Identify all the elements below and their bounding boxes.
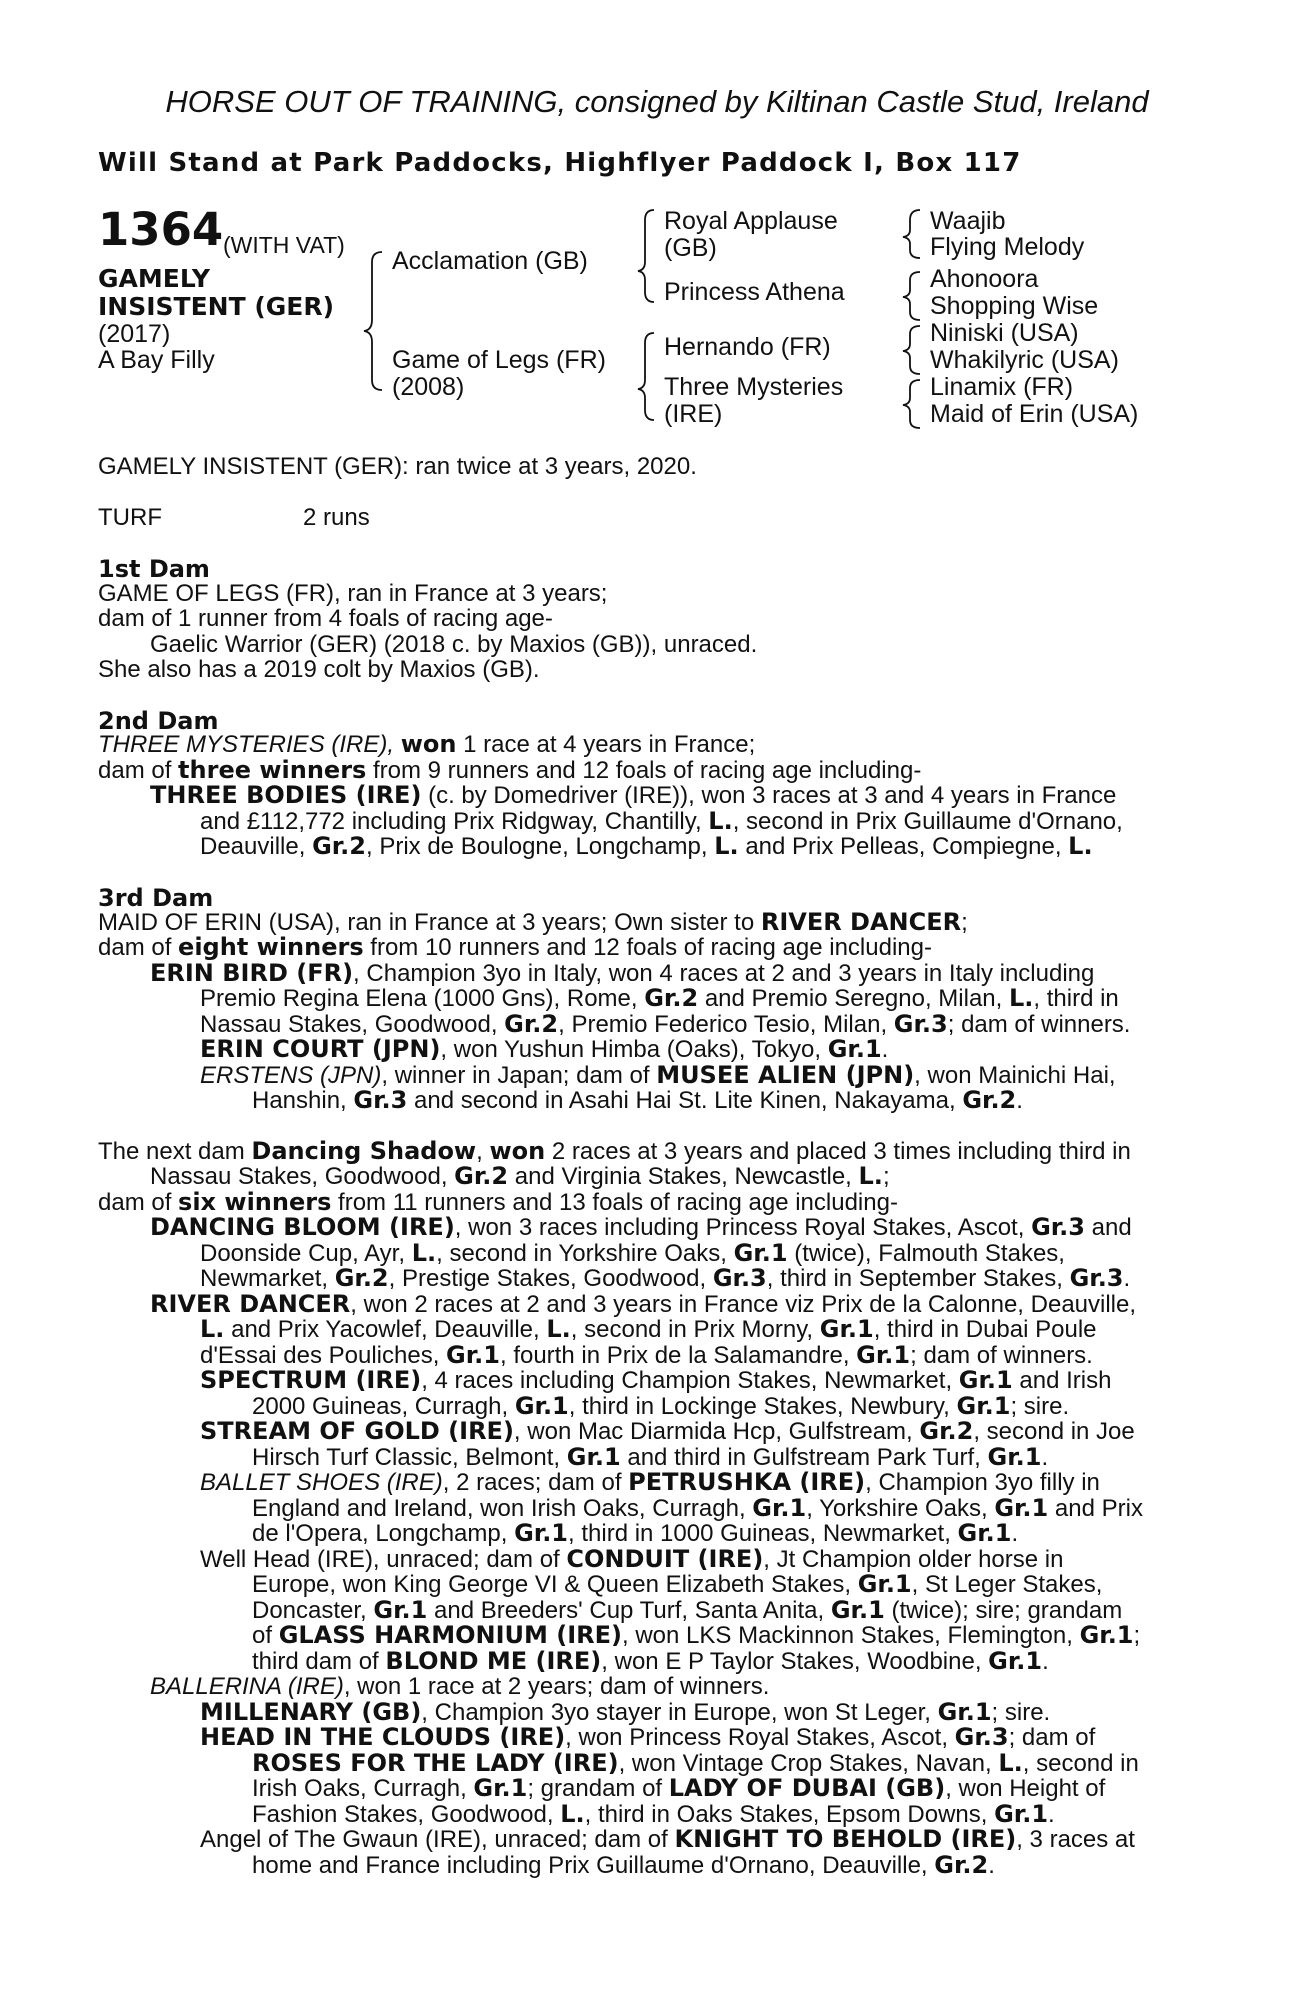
- runner-name: STREAM OF GOLD (IRE): [200, 1417, 514, 1445]
- t: .: [1041, 1444, 1049, 1471]
- next-dam-line: [98, 1827, 1310, 1852]
- grade: Gr.1: [514, 1519, 569, 1547]
- t: ; sire.: [991, 1699, 1051, 1726]
- next-dam-line: [98, 1700, 1310, 1725]
- t: , won Vintage Crop Stakes, Navan,: [618, 1750, 999, 1777]
- t: , third in Dubai Poule: [873, 1316, 1097, 1343]
- runner-name: ERIN BIRD (FR): [150, 959, 354, 987]
- t: home and France including Prix Guillaume d'Ornano, Deauville,: [252, 1852, 935, 1879]
- grade: Gr.1: [1079, 1621, 1134, 1649]
- grade: Gr.1: [988, 1647, 1043, 1675]
- runner-name: BLOND ME (IRE): [385, 1647, 602, 1675]
- third-dam-line: [98, 935, 1208, 960]
- second-dam-line: [98, 809, 1310, 834]
- first-dam-heading: 1st Dam: [98, 555, 210, 583]
- runner-name: ERSTENS (JPN): [200, 1062, 382, 1089]
- t: and second in Asahi Hai St. Lite Kinen, Nakayama,: [407, 1087, 963, 1114]
- horse-name-line1: GAMELY: [98, 264, 210, 293]
- ggp-2: Flying Melody: [930, 233, 1085, 261]
- t: , 4 races including Champion Stakes, Newmarket,: [421, 1367, 959, 1394]
- t: , Prix de Boulogne, Longchamp,: [366, 833, 715, 860]
- next-dam-line: [98, 1521, 1314, 1546]
- third-dam-line: [98, 1037, 1310, 1062]
- runner-name: LADY OF DUBAI (GB): [668, 1774, 946, 1802]
- sire-dam: Princess Athena: [664, 278, 845, 306]
- t: and: [1085, 1214, 1132, 1241]
- next-dam-line: [98, 1802, 1314, 1827]
- next-dam-line: [98, 1623, 1314, 1648]
- next-dam-line: [98, 1853, 1314, 1878]
- grade: Gr.3: [954, 1723, 1009, 1751]
- grade: Gr.2: [962, 1086, 1017, 1114]
- t: ; grandam of: [527, 1775, 669, 1802]
- t: .: [1016, 1087, 1023, 1114]
- runner-name: MUSEE ALIEN (JPN): [656, 1061, 915, 1089]
- grade: Gr.3: [1069, 1264, 1124, 1292]
- grade: Gr.1: [856, 1341, 911, 1369]
- grade: Gr.2: [312, 832, 366, 860]
- ggp-8: Maid of Erin (USA): [930, 400, 1139, 428]
- t: Fashion Stakes, Goodwood,: [252, 1801, 561, 1828]
- grade: Gr.2: [644, 984, 699, 1012]
- t: Europe, won King George VI & Queen Elizabeth Stakes,: [252, 1571, 858, 1598]
- first-dam-line: Gaelic Warrior (GER) (2018 c. by Maxios (GB)), unraced.: [150, 631, 758, 658]
- t: , fourth in Prix de la Salamandre,: [499, 1342, 857, 1369]
- next-dam-line: [98, 1139, 1208, 1164]
- runner-name: CONDUIT (IRE): [566, 1545, 764, 1573]
- grade: Gr.1: [473, 1774, 528, 1802]
- grade: Gr.1: [994, 1494, 1049, 1522]
- next-dam-line: [98, 1241, 1310, 1266]
- t: Hanshin,: [252, 1087, 354, 1114]
- t: .: [988, 1852, 995, 1879]
- grade: L.: [411, 1239, 437, 1267]
- vat-note: (WITH VAT): [223, 232, 345, 258]
- t: , 3 races at: [1016, 1826, 1135, 1853]
- t: , third in 1000 Guineas, Newmarket,: [568, 1520, 958, 1547]
- t: Hirsch Turf Classic, Belmont,: [252, 1444, 567, 1471]
- runner-name: RIVER DANCER: [760, 908, 962, 936]
- second-dam-line: [98, 783, 1260, 808]
- t: .: [1048, 1801, 1055, 1828]
- t: , won Mainichi Hai,: [914, 1062, 1116, 1089]
- t: de l'Opera, Longchamp,: [252, 1520, 515, 1547]
- next-dam-line: [98, 1164, 1260, 1189]
- next-dam-line: [98, 1496, 1314, 1521]
- grade: L.: [708, 807, 733, 835]
- winners-count: eight winners: [178, 933, 364, 961]
- t: of: [252, 1622, 279, 1649]
- t: Doonside Cup, Ayr,: [200, 1240, 412, 1267]
- grade: Gr.1: [819, 1315, 874, 1343]
- third-dam-heading: 3rd Dam: [98, 884, 214, 912]
- grade: Gr.3: [893, 1010, 948, 1038]
- t: and Virginia Stakes, Newcastle,: [508, 1163, 859, 1190]
- next-dam-line: [98, 1292, 1260, 1317]
- ggp-1: Waajib: [930, 207, 1006, 235]
- third-dam-line: [98, 986, 1310, 1011]
- horse-name-line2: INSISTENT (GER): [98, 292, 335, 321]
- t: , Prestige Stakes, Goodwood,: [388, 1265, 713, 1292]
- next-dam-line: [98, 1317, 1310, 1342]
- grade: Gr.1: [514, 1392, 569, 1420]
- t: , winner in Japan; dam of: [381, 1062, 657, 1089]
- next-dam-line: [98, 1725, 1310, 1750]
- second-dam-line: [98, 758, 1208, 783]
- t: , second in Prix Morny,: [570, 1316, 820, 1343]
- t: , second in Joe: [973, 1418, 1135, 1445]
- t: 2 races at 3 years and placed 3 times including third in: [545, 1138, 1131, 1165]
- next-dam-line: [98, 1368, 1310, 1393]
- t: and Irish: [1012, 1367, 1112, 1394]
- t: , 2 races; dam of: [442, 1469, 629, 1496]
- t: and Prix Yacowlef, Deauville,: [224, 1316, 547, 1343]
- t: Doncaster,: [252, 1597, 374, 1624]
- runner-name: ERIN COURT (JPN): [200, 1035, 441, 1063]
- t: Premio Regina Elena (1000 Gns), Rome,: [200, 985, 645, 1012]
- t: , won Princess Royal Stakes, Ascot,: [565, 1724, 955, 1751]
- t: .: [881, 1036, 889, 1063]
- t: ;: [882, 1163, 890, 1190]
- grade: L.: [714, 832, 739, 860]
- t: and Premio Seregno, Milan,: [698, 985, 1009, 1012]
- grade: Gr.1: [958, 1366, 1013, 1394]
- second-dam-heading: 2nd Dam: [98, 707, 219, 735]
- third-dam-line: [98, 1063, 1310, 1088]
- sire-sire-country: (GB): [664, 234, 717, 262]
- lot-number: 1364: [98, 203, 224, 256]
- runs-count: 2 runs: [303, 504, 370, 531]
- grade: Gr.1: [937, 1698, 992, 1726]
- t: ;: [961, 909, 968, 936]
- t: .: [1123, 1265, 1131, 1292]
- sire: Acclamation (GB): [392, 247, 588, 275]
- grade: Gr.1: [830, 1596, 885, 1624]
- ggp-4: Shopping Wise: [930, 292, 1099, 320]
- runner-name: PETRUSHKA (IRE): [628, 1468, 866, 1496]
- next-dam-line: [98, 1394, 1314, 1419]
- next-dam-line: [98, 1419, 1310, 1444]
- grade: Gr.1: [566, 1443, 621, 1471]
- second-dam-name: THREE MYSTERIES (IRE),: [98, 731, 401, 758]
- consignor-title: HORSE OUT OF TRAINING, consigned by Kiltinan Castle Stud, Ireland: [165, 84, 1149, 119]
- t: , third in Lockinge Stakes, Newbury,: [568, 1393, 957, 1420]
- t: Well Head (IRE), unraced; dam of: [200, 1546, 567, 1573]
- t: ; sire.: [1010, 1393, 1070, 1420]
- t: , Champion 3yo stayer in Europe, won St Leger,: [421, 1699, 938, 1726]
- dam-sire: Hernando (FR): [664, 333, 831, 361]
- grade: Gr.2: [504, 1010, 559, 1038]
- next-dam-line: [98, 1445, 1314, 1470]
- t: Angel of The Gwaun (IRE), unraced; dam of: [200, 1826, 675, 1853]
- t: and £112,772 including Prix Ridgway, Chantilly,: [200, 808, 709, 835]
- second-dam-line: [98, 732, 1208, 757]
- t: , third in Oaks Stakes, Epsom Downs,: [584, 1801, 995, 1828]
- runner-name: RIVER DANCER: [150, 1290, 351, 1318]
- t: from 11 runners and 13 foals of racing age including-: [331, 1189, 898, 1216]
- t: ;: [1133, 1622, 1141, 1649]
- t: d'Essai des Pouliches,: [200, 1342, 447, 1369]
- t: Nassau Stakes, Goodwood,: [200, 1011, 505, 1038]
- t: , won 3 races including Princess Royal Stakes, Ascot,: [454, 1214, 1032, 1241]
- t: (c. by Domedriver (IRE)), won 3 races at 3 and 4 years in France: [421, 782, 1117, 809]
- t: third dam of: [252, 1648, 386, 1675]
- t: dam of: [98, 934, 179, 961]
- dam-dam: Three Mysteries: [664, 373, 844, 401]
- first-dam-line: She also has a 2019 colt by Maxios (GB).: [98, 656, 540, 683]
- grade: L.: [858, 1162, 883, 1190]
- grade: Gr.3: [353, 1086, 408, 1114]
- t: , won Height of: [945, 1775, 1106, 1802]
- stand-location: Will Stand at Park Paddocks, Highflyer Paddock I, Box 117: [98, 148, 1022, 178]
- t: England and Ireland, won Irish Oaks, Curragh,: [252, 1495, 753, 1522]
- dam-year: (2008): [392, 373, 465, 401]
- runner-name: GLASS HARMONIUM (IRE): [278, 1621, 623, 1649]
- t: , second in: [1022, 1750, 1139, 1777]
- runner-name: BALLERINA (IRE): [150, 1673, 344, 1700]
- t: Deauville,: [200, 833, 313, 860]
- grade: Gr.2: [454, 1162, 509, 1190]
- grade: Gr.1: [733, 1239, 788, 1267]
- dam: Game of Legs (FR): [392, 346, 606, 374]
- second-dam-line: [98, 834, 1310, 859]
- grade: Gr.1: [827, 1035, 882, 1063]
- t: , Premio Federico Tesio, Milan,: [558, 1011, 894, 1038]
- t: ; dam of winners.: [910, 1342, 1093, 1369]
- first-dam-line: dam of 1 runner from 4 foals of racing age-: [98, 605, 553, 632]
- runner-name: KNIGHT TO BEHOLD (IRE): [674, 1825, 1017, 1853]
- runner-name: ROSES FOR THE LADY (IRE): [252, 1749, 619, 1777]
- winners-count: six winners: [178, 1188, 332, 1216]
- next-dam-line: [98, 1649, 1314, 1674]
- t: , Jt Champion older horse in: [763, 1546, 1064, 1573]
- won: won: [400, 730, 457, 758]
- grade: Gr.1: [987, 1443, 1042, 1471]
- t: .: [1042, 1648, 1049, 1675]
- foaling-year: (2017): [98, 320, 171, 348]
- t: ,: [476, 1138, 490, 1165]
- grade: Gr.1: [994, 1800, 1049, 1828]
- t: from 10 runners and 12 foals of racing age including-: [363, 934, 932, 961]
- t: , won Mac Diarmida Hcp, Gulfstream,: [513, 1418, 920, 1445]
- t: , Champion 3yo in Italy, won 4 races at 2 and 3 years in Italy including: [353, 960, 1095, 987]
- third-dam-line: [98, 1088, 1314, 1113]
- ggp-5: Niniski (USA): [930, 319, 1079, 347]
- next-dam-line: [98, 1547, 1310, 1572]
- first-dam-line: GAME OF LEGS (FR), ran in France at 3 years;: [98, 580, 608, 607]
- ggp-3: Ahonoora: [930, 265, 1039, 293]
- next-dam-line: [98, 1572, 1314, 1597]
- won: won: [489, 1137, 546, 1165]
- t: , third in September Stakes,: [766, 1265, 1070, 1292]
- t: Nassau Stakes, Goodwood,: [150, 1163, 455, 1190]
- grade: Gr.2: [334, 1264, 389, 1292]
- runner-name: DANCING BLOOM (IRE): [150, 1213, 455, 1241]
- t: Newmarket,: [200, 1265, 335, 1292]
- grade: L.: [200, 1315, 225, 1343]
- t: , third in: [1033, 985, 1119, 1012]
- next-dam-line: [98, 1266, 1310, 1291]
- grade: Gr.1: [957, 1519, 1012, 1547]
- third-dam-line: [98, 961, 1260, 986]
- next-dam-line: [98, 1190, 1208, 1215]
- grade: Gr.2: [919, 1417, 974, 1445]
- surface-label: TURF: [98, 504, 162, 531]
- t: , won Yushun Himba (Oaks), Tokyo,: [440, 1036, 828, 1063]
- grade: Gr.2: [934, 1851, 989, 1879]
- runner-name: THREE BODIES (IRE): [150, 781, 422, 809]
- grade: L.: [1068, 832, 1093, 860]
- next-dam-line: [98, 1751, 1314, 1776]
- t: Irish Oaks, Curragh,: [252, 1775, 474, 1802]
- race-summary: GAMELY INSISTENT (GER): ran twice at 3 years, 2020.: [98, 453, 697, 480]
- t: 1 race at 4 years in France;: [456, 731, 756, 758]
- grade: Gr.3: [1031, 1213, 1085, 1241]
- t: (twice); sire; grandam: [884, 1597, 1123, 1624]
- t: MAID OF ERIN (USA), ran in France at 3 years; Own sister to: [98, 909, 761, 936]
- next-dam-line: [98, 1776, 1314, 1801]
- t: and Prix: [1048, 1495, 1143, 1522]
- next-dam-line: [98, 1598, 1314, 1623]
- next-dam-line: [98, 1215, 1260, 1240]
- grade: L.: [1008, 984, 1034, 1012]
- t: , second in Prix Guillaume d'Ornano,: [732, 808, 1123, 835]
- ggp-6: Whakilyric (USA): [930, 346, 1119, 374]
- grade: Gr.1: [373, 1596, 428, 1624]
- t: , won 1 race at 2 years; dam of winners.: [343, 1673, 770, 1700]
- t: , won E P Taylor Stakes, Woodbine,: [601, 1648, 989, 1675]
- t: and third in Gulfstream Park Turf,: [620, 1444, 988, 1471]
- winners-count: three winners: [178, 756, 367, 784]
- dam-dam-country: (IRE): [664, 400, 723, 428]
- t: , won LKS Mackinnon Stakes, Flemington,: [622, 1622, 1080, 1649]
- grade: Gr.1: [752, 1494, 807, 1522]
- runner-name: BALLET SHOES (IRE): [200, 1469, 443, 1496]
- t: dam of: [98, 1189, 179, 1216]
- t: , second in Yorkshire Oaks,: [436, 1240, 734, 1267]
- t: and Breeders' Cup Turf, Santa Anita,: [427, 1597, 831, 1624]
- t: (twice), Falmouth Stakes,: [787, 1240, 1065, 1267]
- t: ; dam of winners.: [947, 1011, 1131, 1038]
- runner-name: MILLENARY (GB): [200, 1698, 422, 1726]
- third-dam-line: [98, 910, 1208, 935]
- grade: Gr.1: [857, 1570, 912, 1598]
- grade: L.: [546, 1315, 571, 1343]
- t: .: [1011, 1520, 1019, 1547]
- t: The next dam: [98, 1138, 252, 1165]
- grade: L.: [998, 1749, 1023, 1777]
- t: from 9 runners and 12 foals of racing age including-: [366, 757, 922, 784]
- t: 2000 Guineas, Curragh,: [252, 1393, 515, 1420]
- t: , Champion 3yo filly in: [865, 1469, 1100, 1496]
- t: , won 2 races at 2 and 3 years in France viz Prix de la Calonne, Deauville,: [350, 1291, 1137, 1318]
- t: dam of: [98, 757, 179, 784]
- grade: L.: [560, 1800, 585, 1828]
- next-dam-line: [98, 1674, 1260, 1699]
- runner-name: SPECTRUM (IRE): [200, 1366, 422, 1394]
- sire-sire: Royal Applause: [664, 207, 838, 235]
- t: ; dam of: [1008, 1724, 1096, 1751]
- ggp-7: Linamix (FR): [930, 373, 1074, 401]
- t: and Prix Pelleas, Compiegne,: [738, 833, 1069, 860]
- horse-description: A Bay Filly: [98, 346, 215, 374]
- grade: Gr.1: [446, 1341, 500, 1369]
- t: , Yorkshire Oaks,: [806, 1495, 995, 1522]
- t: , St Leger Stakes,: [911, 1571, 1103, 1598]
- third-dam-line: [98, 1012, 1310, 1037]
- next-dam-line: [98, 1470, 1310, 1495]
- runner-name: HEAD IN THE CLOUDS (IRE): [200, 1723, 566, 1751]
- grade: Gr.3: [712, 1264, 767, 1292]
- grade: Gr.1: [956, 1392, 1011, 1420]
- next-dam-line: [98, 1343, 1310, 1368]
- runner-name: Dancing Shadow: [251, 1137, 477, 1165]
